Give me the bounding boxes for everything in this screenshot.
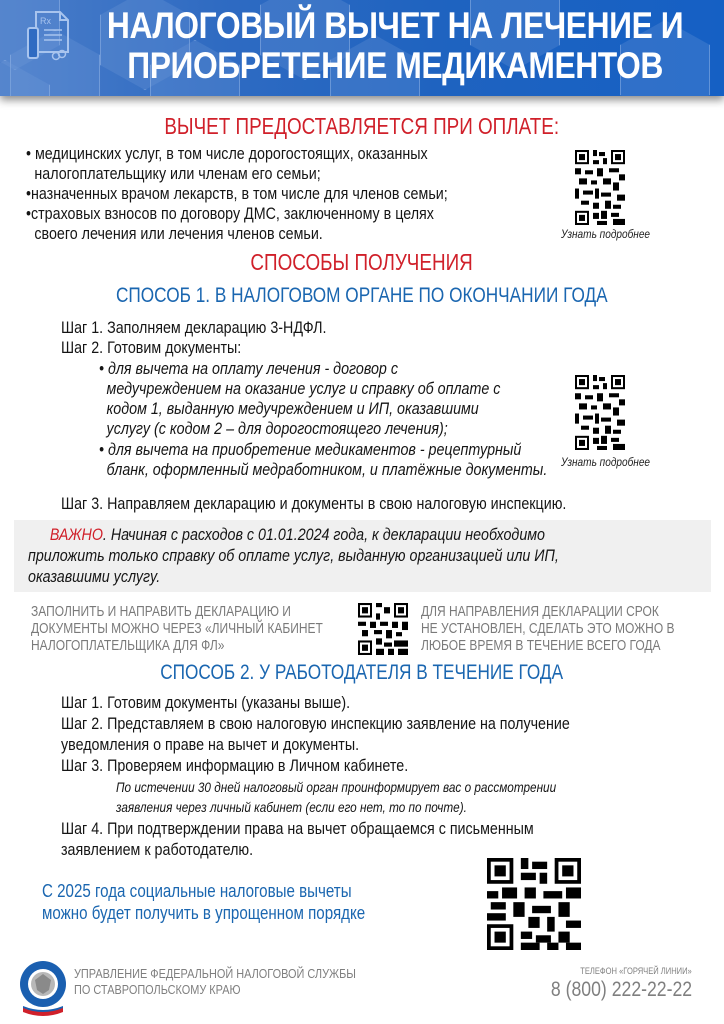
- deduction-list: [26, 144, 528, 244]
- method1-step2: Шаг 2. Готовим документы:: [61, 338, 242, 357]
- method2-step3: Шаг 3. Проверяем информацию в Личном кабинете.: [61, 756, 409, 775]
- method1-step2-bullet-medicines: • для вычета на приобретение медикаментов - рецептурный бланк, оформленный медработником, и платёжные документы.: [99, 440, 548, 479]
- qr-code-icon: [358, 603, 408, 655]
- method1-heading: [0, 284, 724, 308]
- important-label: ВАЖНО: [49, 525, 103, 544]
- page-title-line2: ПРИОБРЕТЕНИЕ МЕДИКАМЕНТОВ: [127, 45, 663, 86]
- important-notice: ВАЖНО. Начиная с расходов с 01.01.2024 года, к декларации необходимо приложить только справку об оплате услуг, выданную организацией или ИП, оказавшими услугу.: [14, 520, 711, 592]
- hotline-phone[interactable]: 8 (800) 222-22-22: [550, 978, 692, 1001]
- deduction-heading: [0, 113, 724, 139]
- method2-step1: Шаг 1. Готовим документы (указаны выше).: [61, 693, 351, 712]
- method2-heading-text: СПОСОБ 2. У РАБОТОДАТЕЛЯ В ТЕЧЕНИЕ ГОДА: [160, 661, 564, 684]
- qr-code-simplified[interactable]: [487, 858, 581, 950]
- method2-step3-note: По истечении 30 дней налоговый орган проинформирует вас о рассмотрении заявления через личный кабинет (если его нет, то по почте).: [116, 779, 557, 815]
- method1-step2-bullet-treatment: • для вычета на оплату лечения - договор с медучреждением на оказание услуг и справку об оплате с кодом 1, выданную медучреждением и ИП, оказавшими услугу (с кодом 2 – для дорогостоящего лечения);: [99, 359, 501, 438]
- note-personal-account: ЗАПОЛНИТЬ И НАПРАВИТЬ ДЕКЛАРАЦИЮ И ДОКУМЕНТЫ МОЖНО ЧЕРЕЗ «ЛИЧНЫЙ КАБИНЕТ НАЛОГОПЛАТЕЛЬЩИКА ДЛЯ ФЛ»: [31, 603, 323, 654]
- method1-step1: Шаг 1. Заполняем декларацию 3-НДФЛ.: [61, 318, 327, 337]
- note-no-deadline: ДЛЯ НАПРАВЛЕНИЯ ДЕКЛАРАЦИИ СРОК НЕ УСТАНОВЛЕН, СДЕЛАТЬ ЭТО МОЖНО В ЛЮБОЕ ВРЕМЯ В ТЕЧЕНИЕ ВСЕГО ГОДА: [421, 603, 675, 654]
- methods-heading: [0, 249, 724, 275]
- deduction-item-medical-services: • медицинских услуг, в том числе дорогостоящих, оказанных: [26, 144, 428, 163]
- deduction-item-medical-services-cont: налогоплательщику или членам его семьи;: [34, 164, 321, 183]
- method1-step3: Шаг 3. Направляем декларацию и документы в свою налоговую инспекцию.: [61, 494, 567, 513]
- qr-code-personal-account[interactable]: [358, 603, 408, 655]
- method2-step2-cont: уведомления о праве на вычет и документы.: [61, 735, 360, 754]
- method2-step4: Шаг 4. При подтверждении права на вычет обращаемся с письменным заявлением к работодателю.: [61, 819, 534, 859]
- qr-code-icon: [575, 150, 625, 225]
- qr-caption-deduction[interactable]: Узнать подробнее: [561, 227, 651, 241]
- fns-emblem-icon: [17, 960, 69, 1016]
- method2-heading: [0, 661, 724, 685]
- page-title: [70, 6, 720, 86]
- deduction-item-medicines: •назначенных врачом лекарств, в том числе для членов семьи;: [26, 184, 448, 203]
- qr-code-icon: [575, 375, 625, 450]
- header-banner: [0, 0, 724, 96]
- deduction-item-insurance: •страховых взносов по договору ДМС, заключенному в целях: [26, 204, 434, 223]
- deduction-item-insurance-cont: своего лечения или лечения членов семьи.: [34, 224, 323, 243]
- methods-heading-text: СПОСОБЫ ПОЛУЧЕНИЯ: [250, 249, 474, 275]
- svg-text:Rx: Rx: [40, 16, 51, 26]
- qr-code-icon: [487, 858, 581, 950]
- deduction-heading-text: ВЫЧЕТ ПРЕДОСТАВЛЯЕТСЯ ПРИ ОПЛАТЕ:: [164, 113, 560, 139]
- method2-steps: [61, 692, 667, 776]
- qr-code-method1[interactable]: [575, 375, 625, 450]
- footer-organization: УПРАВЛЕНИЕ ФЕДЕРАЛЬНОЙ НАЛОГОВОЙ СЛУЖБЫ ПО СТАВРОПОЛЬСКОМУ КРАЮ: [74, 966, 356, 997]
- method2-step2: Шаг 2. Представляем в свою налоговую инспекцию заявление на получение: [61, 714, 570, 733]
- hotline-label: ТЕЛЕФОН «ГОРЯЧЕЙ ЛИНИИ»: [580, 966, 692, 976]
- method1-heading-text: СПОСОБ 1. В НАЛОГОВОМ ОРГАНЕ ПО ОКОНЧАНИИ ГОДА: [116, 284, 608, 307]
- qr-code-deduction[interactable]: [575, 150, 625, 225]
- qr-caption-method1[interactable]: Узнать подробнее: [561, 455, 651, 469]
- page-title-line1: НАЛОГОВЫЙ ВЫЧЕТ НА ЛЕЧЕНИЕ И: [106, 5, 684, 46]
- notice-2025: С 2025 года социальные налоговые вычеты можно будет получить в упрощенном порядке: [42, 881, 366, 923]
